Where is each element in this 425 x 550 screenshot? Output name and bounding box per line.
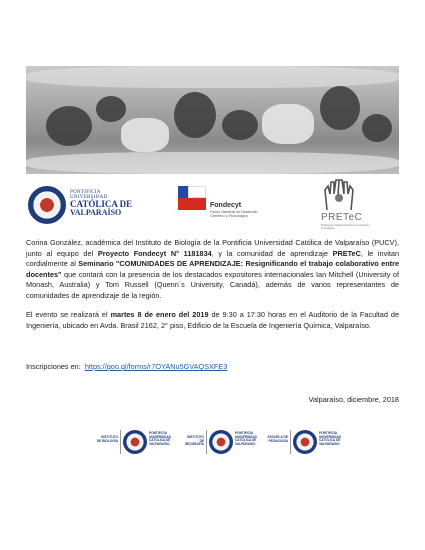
logo-pedagogia [266,428,344,458]
puc-seal-icon [28,186,66,224]
institutional-logos [96,428,341,462]
p1-text-a: Corina González, académica del Instituto de Biología de la Pontificia Universidad Católica de Valparaíso (PUCV), junto al equipo del [26,238,399,258]
chile-flag-icon [178,186,206,210]
inst-name-pedagogia: ESCUELA DE PEDAGOGÍA [267,435,288,443]
event-details-paragraph [26,310,399,331]
puc-seal-icon [209,430,233,454]
pretec-subtitle: Profesores Relacionando con Ciencia y Tecnología [321,223,370,231]
puc-seal-icon [293,430,317,454]
p2-text-c: de 9:30 a 17:30 horas en el Auditorio de la Facultad de Ingeniería, ubicado en Avda. Brasil 2162, 2° piso, Edificio de la Escuela de Ingeniería Química, Valparaíso. [26,310,399,330]
inst-name-geografia: INSTITUTO DE GEOGRAFÍA [184,435,204,447]
logos-row [26,176,399,234]
event-date: martes 8 de enero del 2019 [110,310,209,319]
registration-link[interactable]: https://goo.gl/forms/r7OYANu5GVAQSXFE3 [84,362,228,371]
seminar-title: Seminario "COMUNIDADES DE APRENDIZAJE: Resignificando el trabajo colaborativo entre docentes" [26,259,399,279]
pretec-logo [311,176,381,234]
project-number: Proyecto Fondecyt N° 1181834 [97,248,212,258]
fondecyt-subtitle: Fondo Nacional de Desarrollo Científico y Tecnológico [210,210,258,218]
header-photo [26,66,399,174]
puc-logo [28,184,138,230]
hands-icon [319,176,359,212]
puc-seal-icon [123,430,147,454]
logo-geografia [182,428,260,458]
uni-name-3: PONTIFICIA UNIVERSIDAD CATÓLICA DE VALPARAÍSO [319,431,341,447]
p2-text-a: El evento se realizará el [26,310,111,319]
pretec-mention: PRETeC [332,248,361,258]
inst-name-biologia: INSTITUTO DE BIOLOGÍA [96,435,118,443]
puc-line3: VALPARAÍSO [70,208,122,217]
puc-line1: PONTIFICIA UNIVERSIDAD [70,190,108,200]
fondecyt-name: Fondecyt [210,202,242,209]
puc-line2: CATÓLICA DE [70,199,133,209]
pretec-name: PRETeC [321,212,363,223]
uni-name-1: PONTIFICIA UNIVERSIDAD CATÓLICA DE VALPARAÍSO [149,431,171,447]
registration-label: Inscripciones en: [26,362,81,371]
registration-line [26,362,227,371]
p1-text-c: , y la comunidad de aprendizaje [211,248,333,258]
p1-text-g: que contará con la presencia de los destacados expositores internacionales Ian Mitchell (University of Monash, Australia) y Tom Russell (Quenn´s University, Canadá), además de varios representantes de comunidades de aprendizaje de la región. [26,269,399,300]
p1-text-e: , le invitan cordialmente al [26,248,399,269]
fondecyt-logo [178,186,268,226]
uni-name-2: PONTIFICIA UNIVERSIDAD CATÓLICA DE VALPARAÍSO [235,431,257,447]
invitation-paragraph [26,238,399,302]
logo-biologia [96,428,174,458]
place-date: Valparaíso, diciembre, 2018 [308,395,399,404]
